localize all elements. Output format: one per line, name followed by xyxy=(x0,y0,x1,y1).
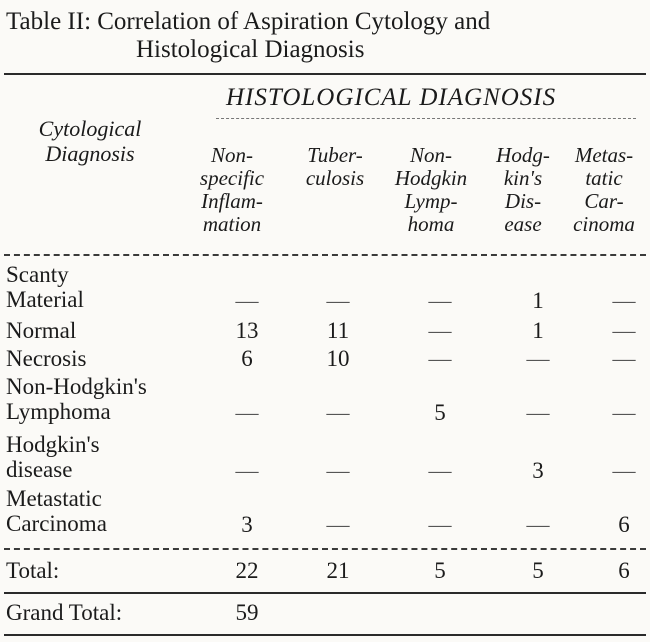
total-cell: 22 xyxy=(235,558,259,583)
column-header-line: tatic xyxy=(585,166,623,190)
table-cell: 3 xyxy=(241,512,253,537)
row-header-line: Cytological xyxy=(38,116,142,141)
table-cell: — xyxy=(526,346,550,371)
column-header-line: Hodg- xyxy=(496,143,550,167)
table-cell: — xyxy=(612,318,636,343)
header-rule xyxy=(4,254,646,256)
total-cell: 21 xyxy=(326,558,350,583)
table-cell: 6 xyxy=(241,346,253,371)
table-cell: — xyxy=(235,288,259,313)
row-label-necrosis xyxy=(6,346,86,371)
table-cell: — xyxy=(428,458,452,483)
row-label-line: Normal xyxy=(6,318,77,343)
row-label-hodgkins-disease xyxy=(6,432,100,482)
table-cell: 11 xyxy=(326,318,350,343)
table-cell: — xyxy=(612,288,636,313)
table-cell: — xyxy=(428,512,452,537)
row-label-line: Necrosis xyxy=(6,346,87,371)
column-header-line: Lymp- xyxy=(404,189,458,213)
total-rule xyxy=(4,592,646,594)
table-cell: — xyxy=(526,512,550,537)
row-label-line: Material xyxy=(6,287,84,312)
column-header-line: culosis xyxy=(305,166,365,190)
table-cell: 3 xyxy=(532,458,544,483)
table-cell: 10 xyxy=(326,346,350,371)
table-cell: 1 xyxy=(532,318,544,343)
column-header-line: Tuber- xyxy=(307,143,363,167)
column-header-line: homa xyxy=(407,212,455,236)
cytological-diagnosis-header xyxy=(20,116,160,166)
column-header-line: Metas- xyxy=(574,143,634,167)
column-header-metastatic-carcinoma xyxy=(560,144,648,236)
row-label-metastatic-carcinoma xyxy=(6,486,107,536)
bottom-rule xyxy=(4,634,646,636)
table-title-line2: Histological Diagnosis xyxy=(136,36,365,63)
body-rule xyxy=(4,548,646,550)
column-header-nonspecific-inflammation xyxy=(182,144,282,236)
column-header-line: mation xyxy=(202,212,262,236)
row-header-line: Diagnosis xyxy=(45,141,135,166)
table-title-line1: Table II: Correlation of Aspiration Cytology and xyxy=(6,8,491,35)
row-label-line: Metastatic xyxy=(6,486,102,511)
table-cell: — xyxy=(526,400,550,425)
row-label-line: Scanty xyxy=(6,262,69,287)
table-cell: — xyxy=(326,400,350,425)
table-cell: — xyxy=(612,458,636,483)
column-header-line: specific xyxy=(199,166,265,190)
column-header-line: cinoma xyxy=(573,212,635,236)
column-header-tuberculosis xyxy=(285,144,385,190)
table-cell: 1 xyxy=(532,288,544,313)
column-header-line: ease xyxy=(504,212,542,236)
table-cell: — xyxy=(326,288,350,313)
row-label-scanty-material xyxy=(6,262,84,312)
top-rule xyxy=(4,73,646,75)
histological-diagnosis-header: HISTOLOGICAL DIAGNOSIS xyxy=(226,84,557,111)
total-cell: 5 xyxy=(434,558,446,583)
table-cell: — xyxy=(612,400,636,425)
row-label-line: Non-Hodgkin's xyxy=(6,374,147,399)
grand-total-value: 59 xyxy=(235,600,259,625)
table-cell: — xyxy=(612,346,636,371)
column-header-line: Dis- xyxy=(504,189,542,213)
table-cell: 13 xyxy=(235,318,259,343)
table-cell: — xyxy=(428,346,452,371)
table-cell: — xyxy=(235,458,259,483)
group-header-rule xyxy=(216,118,636,119)
row-label-non-hodgkins-lymphoma xyxy=(6,374,147,424)
column-header-line: Car- xyxy=(584,189,624,213)
table-cell: 5 xyxy=(434,400,446,425)
table-cell: — xyxy=(326,512,350,537)
table-cell: — xyxy=(235,400,259,425)
row-label-line: Carcinoma xyxy=(6,511,107,536)
total-cell: 6 xyxy=(618,558,630,583)
table-cell: — xyxy=(326,458,350,483)
row-label-line: Hodgkin's xyxy=(6,432,100,457)
column-header-line: Non- xyxy=(410,143,452,167)
column-header-line: Inflam- xyxy=(201,189,263,213)
table-cell: — xyxy=(428,288,452,313)
column-header-line: kin's xyxy=(503,166,543,190)
grand-total-label: Grand Total: xyxy=(6,600,123,625)
row-label-line: disease xyxy=(6,457,73,482)
total-label: Total: xyxy=(6,558,60,583)
row-label-normal xyxy=(6,318,76,343)
column-header-line: Hodgkin xyxy=(394,166,468,190)
table-cell: — xyxy=(428,318,452,343)
row-label-line: Lymphoma xyxy=(6,399,111,424)
column-header-non-hodgkin-lymphoma xyxy=(376,144,486,236)
total-cell: 5 xyxy=(532,558,544,583)
table-cell: 6 xyxy=(618,512,630,537)
column-header-line: Non- xyxy=(211,143,253,167)
column-header-hodgkins-disease xyxy=(478,144,568,236)
